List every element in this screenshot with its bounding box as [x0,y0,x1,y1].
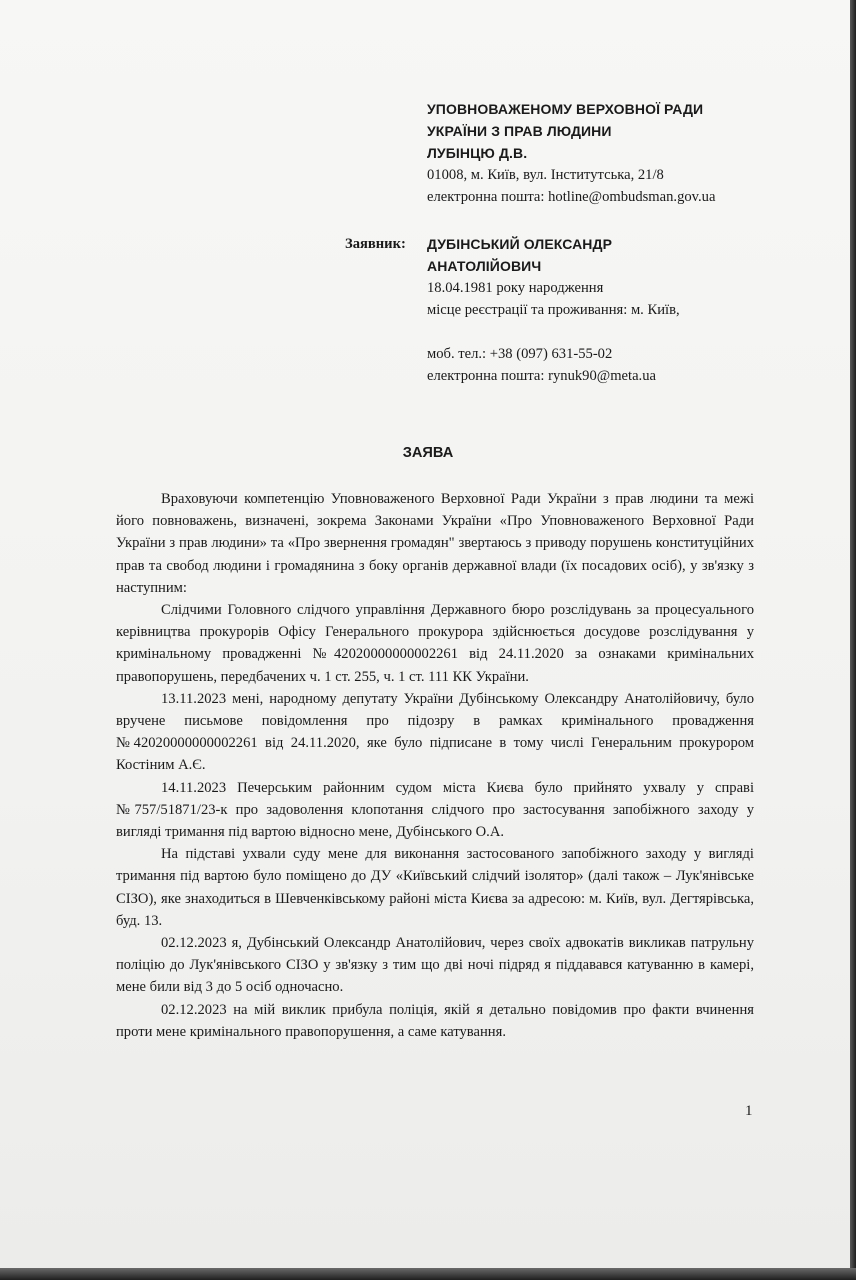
paragraph-suspicion: 13.11.2023 мені, народному депутату України Дубінському Олександру Анатолійовичу, було вручене письмове повідомлення про підозру в рамках кримінального провадження №42020000000002261 від 24.11.2020, яке було підписане в тому числі Генеральним прокурором Костіним А.Є. [116,690,754,774]
paragraph-detention: На підставі ухвали суду мене для виконання застосованого запобіжного заходу у вигляді тримання під вартою було поміщено до ДУ «Київський слідчий ізолятор» (далі також – Лук'янівське СІЗО), яке знаходиться в Шевченківському районі міста Києва за адресою: м. Київ, вул. Дегтярівська, буд. 13. [116,846,754,929]
document-title: ЗАЯВА [402,445,454,461]
page-number: 1 [745,1103,753,1119]
addressee-email: електронна пошта: hotline@ombudsman.gov.ua [427,189,716,205]
applicant-email: електронна пошта: rynuk90@meta.ua [427,368,656,384]
applicant-residence: місце реєстрації та проживання: м. Київ, [427,302,680,318]
addressee-address: 01008, м. Київ, вул. Інститутська, 21/8 [427,167,664,183]
paragraph-intro: Враховуючи компетенцію Уповноваженого Верховної Ради України з прав людини та межі його повноважень, визначені, зокрема Законами України «Про Уповноваженого Верховної Ради України з прав людини» та «Про звернення громадян" звертаюсь з приводу порушень конституційних прав та свобод людини і громадянина з боку органів державної влади (їх посадових осіб), у зв'язку з наступним: [116,491,754,596]
paragraph-police-call: 02.12.2023 я, Дубінський Олександр Анатолійович, через своїх адвокатів викликав патрульну поліцію до Лук'янівського СІЗО у зв'язку з тим що дві ночі підряд я піддавався катуванню в камері, мене били від 3 до 5 осіб одночасно. [116,935,754,996]
addressee-line-3: ЛУБІНЦЮ Д.В. [427,145,528,161]
applicant-birth: 18.04.1981 року народження [427,280,604,296]
paragraph-court-ruling: 14.11.2023 Печерським районним судом міста Києва було прийнято ухвалу у справі №757/51871/23-к про задоволення клопотання слідчого про застосування запобіжного заходу у вигляді тримання під вартою відносно мене, Дубінського О.А. [116,779,754,841]
addressee-block [427,98,827,208]
applicant-block [427,233,827,387]
addressee-line-2: УКРАЇНИ З ПРАВ ЛЮДИНИ [427,123,612,139]
paragraph-investigation: Слідчими Головного слідчого управління Державного бюро розслідувань за процесуального керівництва прокурорів Офісу Генерального прокурора здійснюється досудове розслідування у кримінальному провадженні №42020000000002261 від 24.11.2020 за ознаками кримінальних правопорушень, передбачених ч. 1 ст. 255, ч. 1 ст. 111 КК України. [116,602,754,685]
document-body [116,488,754,1043]
applicant-phone: моб. тел.: +38 (097) 631-55-02 [427,346,613,362]
page-bottom-shadow [0,1268,856,1280]
addressee-line-1: УПОВНОВАЖЕНОМУ ВЕРХОВНОЇ РАДИ [427,101,704,117]
applicant-name-line-2: АНАТОЛІЙОВИЧ [427,258,542,274]
page-edge-shadow [850,0,856,1280]
applicant-name-line-1: ДУБІНСЬКИЙ ОЛЕКСАНДР [427,236,613,252]
applicant-label: Заявник: [345,236,406,252]
paragraph-police-arrival: 02.12.2023 на мій виклик прибула поліція, якій я детально повідомив про факти вчинення проти мене кримінального правопорушення, а саме катування. [116,1001,754,1040]
